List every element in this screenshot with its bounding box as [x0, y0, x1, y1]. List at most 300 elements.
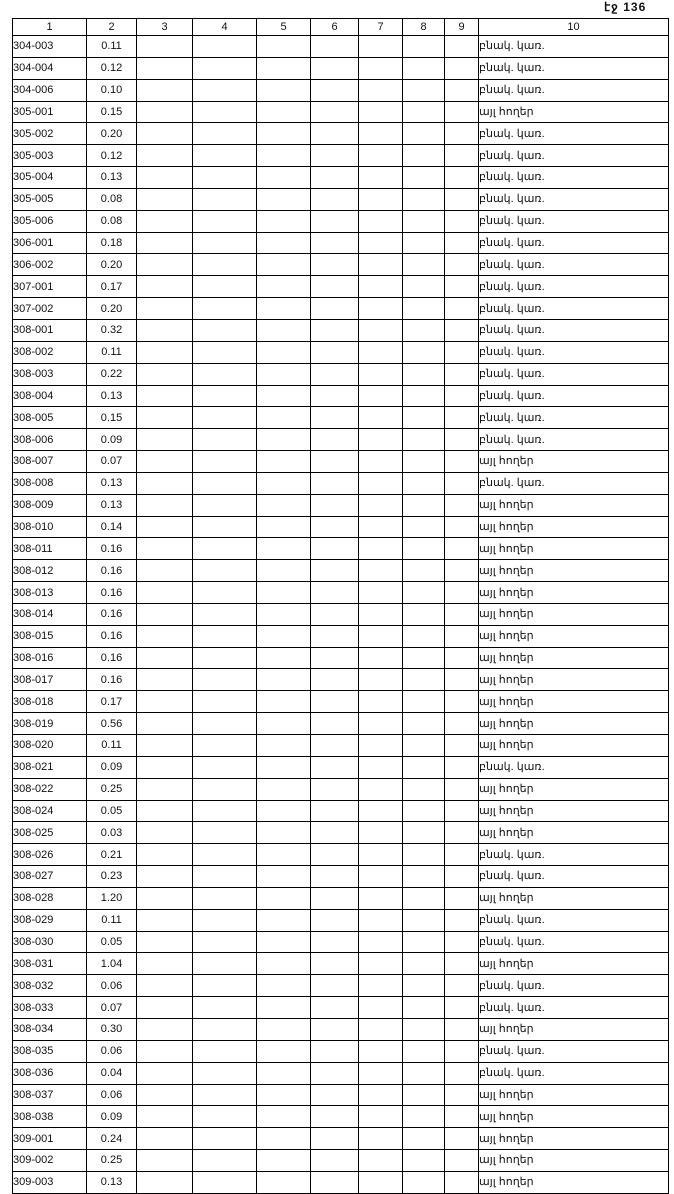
- empty-cell-col-8: [403, 866, 445, 888]
- empty-cell-col-6: [311, 866, 359, 888]
- land-use-cell: բնակ. կառ.: [479, 123, 669, 145]
- empty-cell-col-6: [311, 713, 359, 735]
- empty-cell-col-3: [137, 778, 193, 800]
- area-cell: 0.25: [87, 778, 137, 800]
- area-cell: 0.13: [87, 1171, 137, 1193]
- parcel-id-cell: 304-003: [13, 36, 87, 58]
- land-use-cell: այլ հողեր: [479, 516, 669, 538]
- empty-cell-col-9: [445, 1062, 479, 1084]
- empty-cell-col-9: [445, 472, 479, 494]
- land-use-cell: բնակ. կառ.: [479, 385, 669, 407]
- empty-cell-col-3: [137, 1040, 193, 1062]
- empty-cell-col-7: [359, 1106, 403, 1128]
- parcel-id-cell: 308-038: [13, 1106, 87, 1128]
- empty-cell-col-8: [403, 560, 445, 582]
- table-row: [13, 1171, 669, 1193]
- column-header-5: 5: [257, 19, 311, 36]
- empty-cell-col-4: [193, 822, 257, 844]
- empty-cell-col-5: [257, 385, 311, 407]
- empty-cell-col-3: [137, 997, 193, 1019]
- area-cell: 1.04: [87, 953, 137, 975]
- table-row: [13, 298, 669, 320]
- table-row: [13, 800, 669, 822]
- empty-cell-col-6: [311, 36, 359, 58]
- area-cell: 0.15: [87, 407, 137, 429]
- empty-cell-col-6: [311, 429, 359, 451]
- empty-cell-col-3: [137, 713, 193, 735]
- empty-cell-col-7: [359, 167, 403, 189]
- empty-cell-col-8: [403, 232, 445, 254]
- empty-cell-col-4: [193, 232, 257, 254]
- empty-cell-col-8: [403, 363, 445, 385]
- land-use-cell: այլ հողեր: [479, 603, 669, 625]
- land-use-cell: բնակ. կառ.: [479, 407, 669, 429]
- land-use-cell: բնակ. կառ.: [479, 341, 669, 363]
- empty-cell-col-6: [311, 1150, 359, 1172]
- empty-cell-col-7: [359, 363, 403, 385]
- empty-cell-col-6: [311, 647, 359, 669]
- table-row: [13, 997, 669, 1019]
- empty-cell-col-8: [403, 975, 445, 997]
- empty-cell-col-4: [193, 385, 257, 407]
- land-use-cell: այլ հողեր: [479, 1171, 669, 1193]
- empty-cell-col-4: [193, 36, 257, 58]
- area-cell: 0.20: [87, 123, 137, 145]
- empty-cell-col-6: [311, 188, 359, 210]
- empty-cell-col-3: [137, 516, 193, 538]
- empty-cell-col-9: [445, 844, 479, 866]
- parcel-id-cell: 307-001: [13, 276, 87, 298]
- empty-cell-col-8: [403, 1018, 445, 1040]
- empty-cell-col-7: [359, 735, 403, 757]
- empty-cell-col-9: [445, 167, 479, 189]
- empty-cell-col-3: [137, 975, 193, 997]
- column-header-1: 1: [13, 19, 87, 36]
- empty-cell-col-5: [257, 1084, 311, 1106]
- empty-cell-col-8: [403, 167, 445, 189]
- empty-cell-col-6: [311, 494, 359, 516]
- empty-cell-col-6: [311, 1106, 359, 1128]
- empty-cell-col-6: [311, 57, 359, 79]
- empty-cell-col-3: [137, 909, 193, 931]
- land-use-cell: բնակ. կառ.: [479, 167, 669, 189]
- empty-cell-col-4: [193, 1018, 257, 1040]
- land-use-cell: բնակ. կառ.: [479, 756, 669, 778]
- empty-cell-col-7: [359, 975, 403, 997]
- empty-cell-col-9: [445, 713, 479, 735]
- empty-cell-col-3: [137, 1171, 193, 1193]
- empty-cell-col-7: [359, 822, 403, 844]
- empty-cell-col-8: [403, 254, 445, 276]
- table-row: [13, 36, 669, 58]
- empty-cell-col-8: [403, 1106, 445, 1128]
- area-cell: 0.16: [87, 625, 137, 647]
- land-use-cell: բնակ. կառ.: [479, 276, 669, 298]
- land-use-cell: այլ հողեր: [479, 494, 669, 516]
- empty-cell-col-5: [257, 1128, 311, 1150]
- empty-cell-col-4: [193, 1171, 257, 1193]
- empty-cell-col-9: [445, 1040, 479, 1062]
- empty-cell-col-5: [257, 844, 311, 866]
- parcel-id-cell: 308-009: [13, 494, 87, 516]
- land-use-cell: բնակ. կառ.: [479, 254, 669, 276]
- empty-cell-col-9: [445, 691, 479, 713]
- empty-cell-col-5: [257, 713, 311, 735]
- land-use-cell: այլ հողեր: [479, 625, 669, 647]
- parcel-id-cell: 308-010: [13, 516, 87, 538]
- parcel-id-cell: 308-021: [13, 756, 87, 778]
- parcel-id-cell: 308-024: [13, 800, 87, 822]
- empty-cell-col-9: [445, 1171, 479, 1193]
- empty-cell-col-7: [359, 756, 403, 778]
- empty-cell-col-5: [257, 210, 311, 232]
- area-cell: 0.17: [87, 276, 137, 298]
- parcel-id-cell: 308-034: [13, 1018, 87, 1040]
- empty-cell-col-7: [359, 472, 403, 494]
- empty-cell-col-8: [403, 79, 445, 101]
- empty-cell-col-5: [257, 341, 311, 363]
- land-use-cell: բնակ. կառ.: [479, 909, 669, 931]
- table-row: [13, 123, 669, 145]
- empty-cell-col-7: [359, 1171, 403, 1193]
- empty-cell-col-7: [359, 210, 403, 232]
- empty-cell-col-8: [403, 582, 445, 604]
- parcel-id-cell: 308-020: [13, 735, 87, 757]
- empty-cell-col-8: [403, 298, 445, 320]
- empty-cell-col-7: [359, 276, 403, 298]
- empty-cell-col-5: [257, 822, 311, 844]
- empty-cell-col-9: [445, 341, 479, 363]
- empty-cell-col-6: [311, 975, 359, 997]
- table-row: [13, 385, 669, 407]
- empty-cell-col-5: [257, 560, 311, 582]
- empty-cell-col-3: [137, 669, 193, 691]
- empty-cell-col-4: [193, 866, 257, 888]
- land-use-cell: այլ հողեր: [479, 451, 669, 473]
- empty-cell-col-4: [193, 1150, 257, 1172]
- area-cell: 1.20: [87, 887, 137, 909]
- empty-cell-col-3: [137, 538, 193, 560]
- empty-cell-col-8: [403, 1040, 445, 1062]
- empty-cell-col-6: [311, 931, 359, 953]
- empty-cell-col-5: [257, 1150, 311, 1172]
- empty-cell-col-9: [445, 953, 479, 975]
- land-use-cell: բնակ. կառ.: [479, 210, 669, 232]
- empty-cell-col-8: [403, 385, 445, 407]
- empty-cell-col-3: [137, 494, 193, 516]
- empty-cell-col-4: [193, 57, 257, 79]
- area-cell: 0.09: [87, 1106, 137, 1128]
- land-use-cell: այլ հողեր: [479, 560, 669, 582]
- area-cell: 0.16: [87, 560, 137, 582]
- area-cell: 0.06: [87, 975, 137, 997]
- empty-cell-col-4: [193, 538, 257, 560]
- land-use-cell: այլ հողեր: [479, 822, 669, 844]
- land-use-cell: այլ հողեր: [479, 1084, 669, 1106]
- empty-cell-col-5: [257, 887, 311, 909]
- empty-cell-col-8: [403, 1150, 445, 1172]
- empty-cell-col-8: [403, 603, 445, 625]
- empty-cell-col-3: [137, 800, 193, 822]
- empty-cell-col-3: [137, 363, 193, 385]
- empty-cell-col-3: [137, 145, 193, 167]
- parcel-id-cell: 308-006: [13, 429, 87, 451]
- area-cell: 0.18: [87, 232, 137, 254]
- empty-cell-col-3: [137, 822, 193, 844]
- empty-cell-col-9: [445, 866, 479, 888]
- empty-cell-col-6: [311, 844, 359, 866]
- empty-cell-col-6: [311, 79, 359, 101]
- area-cell: 0.03: [87, 822, 137, 844]
- empty-cell-col-4: [193, 625, 257, 647]
- area-cell: 0.20: [87, 298, 137, 320]
- empty-cell-col-6: [311, 276, 359, 298]
- empty-cell-col-5: [257, 57, 311, 79]
- empty-cell-col-6: [311, 997, 359, 1019]
- empty-cell-col-5: [257, 778, 311, 800]
- empty-cell-col-6: [311, 319, 359, 341]
- empty-cell-col-4: [193, 909, 257, 931]
- empty-cell-col-4: [193, 560, 257, 582]
- area-cell: 0.05: [87, 931, 137, 953]
- area-cell: 0.11: [87, 341, 137, 363]
- empty-cell-col-5: [257, 188, 311, 210]
- area-cell: 0.13: [87, 385, 137, 407]
- empty-cell-col-7: [359, 778, 403, 800]
- parcel-id-cell: 308-019: [13, 713, 87, 735]
- empty-cell-col-5: [257, 451, 311, 473]
- empty-cell-col-4: [193, 931, 257, 953]
- empty-cell-col-3: [137, 735, 193, 757]
- column-header-10: 10: [479, 19, 669, 36]
- table-row: [13, 516, 669, 538]
- empty-cell-col-6: [311, 1018, 359, 1040]
- parcel-id-cell: 309-001: [13, 1128, 87, 1150]
- empty-cell-col-7: [359, 36, 403, 58]
- empty-cell-col-9: [445, 276, 479, 298]
- empty-cell-col-5: [257, 669, 311, 691]
- empty-cell-col-3: [137, 647, 193, 669]
- empty-cell-col-4: [193, 210, 257, 232]
- empty-cell-col-9: [445, 145, 479, 167]
- empty-cell-col-5: [257, 800, 311, 822]
- empty-cell-col-8: [403, 276, 445, 298]
- land-use-cell: բնակ. կառ.: [479, 298, 669, 320]
- land-use-cell: այլ հողեր: [479, 778, 669, 800]
- table-body: [13, 36, 669, 1194]
- area-cell: 0.23: [87, 866, 137, 888]
- empty-cell-col-4: [193, 1084, 257, 1106]
- empty-cell-col-4: [193, 188, 257, 210]
- empty-cell-col-6: [311, 472, 359, 494]
- empty-cell-col-8: [403, 1062, 445, 1084]
- land-use-cell: բնակ. կառ.: [479, 975, 669, 997]
- area-cell: 0.24: [87, 1128, 137, 1150]
- empty-cell-col-4: [193, 451, 257, 473]
- empty-cell-col-4: [193, 975, 257, 997]
- land-use-cell: այլ հողեր: [479, 538, 669, 560]
- empty-cell-col-5: [257, 603, 311, 625]
- empty-cell-col-6: [311, 669, 359, 691]
- land-use-cell: բնակ. կառ.: [479, 866, 669, 888]
- empty-cell-col-3: [137, 167, 193, 189]
- empty-cell-col-9: [445, 822, 479, 844]
- land-use-cell: բնակ. կառ.: [479, 931, 669, 953]
- empty-cell-col-9: [445, 603, 479, 625]
- empty-cell-col-4: [193, 887, 257, 909]
- empty-cell-col-4: [193, 844, 257, 866]
- empty-cell-col-8: [403, 516, 445, 538]
- empty-cell-col-6: [311, 538, 359, 560]
- empty-cell-col-4: [193, 1106, 257, 1128]
- empty-cell-col-5: [257, 1040, 311, 1062]
- empty-cell-col-8: [403, 756, 445, 778]
- table-row: [13, 625, 669, 647]
- empty-cell-col-5: [257, 691, 311, 713]
- empty-cell-col-9: [445, 254, 479, 276]
- area-cell: 0.09: [87, 756, 137, 778]
- empty-cell-col-4: [193, 319, 257, 341]
- empty-cell-col-3: [137, 101, 193, 123]
- empty-cell-col-6: [311, 800, 359, 822]
- empty-cell-col-9: [445, 123, 479, 145]
- parcel-id-cell: 308-027: [13, 866, 87, 888]
- area-cell: 0.05: [87, 800, 137, 822]
- empty-cell-col-4: [193, 1040, 257, 1062]
- header-row: [13, 19, 669, 36]
- empty-cell-col-4: [193, 1062, 257, 1084]
- empty-cell-col-7: [359, 254, 403, 276]
- empty-cell-col-6: [311, 1171, 359, 1193]
- area-cell: 0.32: [87, 319, 137, 341]
- empty-cell-col-7: [359, 451, 403, 473]
- parcel-id-cell: 308-007: [13, 451, 87, 473]
- empty-cell-col-3: [137, 298, 193, 320]
- land-use-cell: այլ հողեր: [479, 647, 669, 669]
- parcel-id-cell: 306-002: [13, 254, 87, 276]
- table-row: [13, 167, 669, 189]
- table-row: [13, 1062, 669, 1084]
- parcel-id-cell: 308-022: [13, 778, 87, 800]
- empty-cell-col-4: [193, 472, 257, 494]
- parcel-id-cell: 308-035: [13, 1040, 87, 1062]
- table-row: [13, 691, 669, 713]
- land-register-table: [12, 18, 669, 1194]
- parcel-id-cell: 308-036: [13, 1062, 87, 1084]
- empty-cell-col-8: [403, 735, 445, 757]
- empty-cell-col-5: [257, 625, 311, 647]
- empty-cell-col-5: [257, 145, 311, 167]
- land-use-cell: այլ հողեր: [479, 582, 669, 604]
- area-cell: 0.12: [87, 145, 137, 167]
- table-row: [13, 647, 669, 669]
- empty-cell-col-8: [403, 341, 445, 363]
- parcel-id-cell: 308-003: [13, 363, 87, 385]
- empty-cell-col-4: [193, 341, 257, 363]
- empty-cell-col-9: [445, 385, 479, 407]
- empty-cell-col-4: [193, 363, 257, 385]
- empty-cell-col-5: [257, 1062, 311, 1084]
- empty-cell-col-5: [257, 997, 311, 1019]
- empty-cell-col-9: [445, 997, 479, 1019]
- area-cell: 0.16: [87, 582, 137, 604]
- area-cell: 0.22: [87, 363, 137, 385]
- empty-cell-col-5: [257, 1018, 311, 1040]
- empty-cell-col-6: [311, 1128, 359, 1150]
- empty-cell-col-7: [359, 188, 403, 210]
- empty-cell-col-7: [359, 1150, 403, 1172]
- column-header-4: 4: [193, 19, 257, 36]
- land-use-cell: բնակ. կառ.: [479, 429, 669, 451]
- empty-cell-col-7: [359, 582, 403, 604]
- empty-cell-col-9: [445, 1128, 479, 1150]
- parcel-id-cell: 308-013: [13, 582, 87, 604]
- area-cell: 0.20: [87, 254, 137, 276]
- empty-cell-col-6: [311, 1062, 359, 1084]
- empty-cell-col-5: [257, 516, 311, 538]
- land-use-cell: այլ հողեր: [479, 800, 669, 822]
- empty-cell-col-8: [403, 429, 445, 451]
- empty-cell-col-9: [445, 647, 479, 669]
- empty-cell-col-6: [311, 625, 359, 647]
- empty-cell-col-9: [445, 975, 479, 997]
- parcel-id-cell: 308-031: [13, 953, 87, 975]
- empty-cell-col-5: [257, 254, 311, 276]
- empty-cell-col-8: [403, 123, 445, 145]
- empty-cell-col-5: [257, 582, 311, 604]
- column-header-2: 2: [87, 19, 137, 36]
- empty-cell-col-8: [403, 800, 445, 822]
- empty-cell-col-9: [445, 538, 479, 560]
- empty-cell-col-7: [359, 429, 403, 451]
- empty-cell-col-9: [445, 931, 479, 953]
- area-cell: 0.10: [87, 79, 137, 101]
- table-row: [13, 669, 669, 691]
- empty-cell-col-7: [359, 1128, 403, 1150]
- empty-cell-col-3: [137, 691, 193, 713]
- parcel-id-cell: 308-037: [13, 1084, 87, 1106]
- empty-cell-col-6: [311, 363, 359, 385]
- empty-cell-col-7: [359, 691, 403, 713]
- table-row: [13, 1018, 669, 1040]
- empty-cell-col-4: [193, 145, 257, 167]
- empty-cell-col-8: [403, 822, 445, 844]
- parcel-id-cell: 308-030: [13, 931, 87, 953]
- empty-cell-col-8: [403, 494, 445, 516]
- empty-cell-col-5: [257, 866, 311, 888]
- empty-cell-col-3: [137, 756, 193, 778]
- empty-cell-col-3: [137, 1084, 193, 1106]
- empty-cell-col-8: [403, 451, 445, 473]
- table-row: [13, 735, 669, 757]
- empty-cell-col-7: [359, 298, 403, 320]
- table-row: [13, 451, 669, 473]
- empty-cell-col-4: [193, 1128, 257, 1150]
- area-cell: 0.09: [87, 429, 137, 451]
- empty-cell-col-7: [359, 1084, 403, 1106]
- empty-cell-col-5: [257, 647, 311, 669]
- empty-cell-col-7: [359, 800, 403, 822]
- empty-cell-col-4: [193, 167, 257, 189]
- empty-cell-col-8: [403, 101, 445, 123]
- empty-cell-col-7: [359, 341, 403, 363]
- parcel-id-cell: 309-003: [13, 1171, 87, 1193]
- empty-cell-col-7: [359, 560, 403, 582]
- parcel-id-cell: 308-015: [13, 625, 87, 647]
- empty-cell-col-4: [193, 800, 257, 822]
- parcel-id-cell: 305-004: [13, 167, 87, 189]
- empty-cell-col-3: [137, 603, 193, 625]
